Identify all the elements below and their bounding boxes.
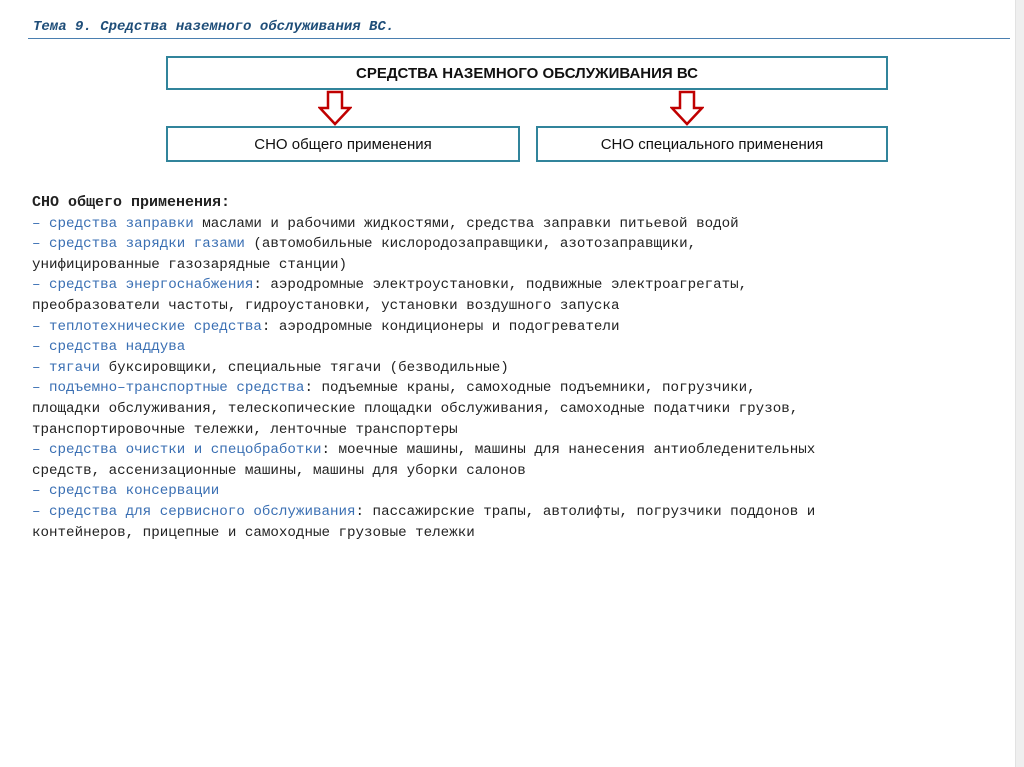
content-line [32,481,997,502]
content-line [32,358,997,379]
content-line [32,337,997,358]
content-line [32,255,997,276]
content-line [32,317,997,338]
diagram-general-box-label: СНО общего применения [254,135,432,153]
content-heading: СНО общего применения: [32,194,231,211]
content-line [32,502,997,523]
content-lines [32,214,997,544]
content-line [32,214,997,235]
category-term: – средства консервации [32,483,220,500]
content-line [32,399,997,420]
category-term: – тягачи [32,359,101,376]
content-block [32,193,997,543]
category-term: – средства зарядки газами [32,236,245,253]
content-line [32,296,997,317]
category-description: буксировщики, специальные тягачи (безводильные) [100,359,509,376]
category-term: – средства очистки и спецобработки [32,442,322,459]
category-description: средств, ассенизационные машины, машины для уборки салонов [32,462,526,479]
category-description: : моечные машины, машины для нанесения антиобледенительных [321,442,816,459]
diagram-top-box-label: СРЕДСТВА НАЗЕМНОГО ОБСЛУЖИВАНИЯ ВС [356,64,698,82]
down-arrow-icon [670,90,704,126]
content-line [32,378,997,399]
category-description: транспортировочные тележки, ленточные транспортеры [32,421,458,438]
scrollbar-track[interactable] [1015,0,1024,767]
diagram-general-box [166,126,520,162]
category-description: контейнеров, прицепные и самоходные грузовые тележки [32,524,475,541]
category-description: (автомобильные кислородозаправщики, азотозаправщики, [244,236,697,253]
category-term: – теплотехнические средства [32,318,262,335]
category-description: : подъемные краны, самоходные подъемники, погрузчики, [304,380,756,397]
category-term: – подъемно–транспортные средства [32,380,305,397]
slide-title: Тема 9. Средства наземного обслуживания ВС. [33,19,395,35]
content-line [32,461,997,482]
category-description: унифицированные газозарядные станции) [32,256,348,273]
content-line [32,420,997,441]
category-description: площадки обслуживания, телескопические площадки обслуживания, самоходные податчики грузов, [32,400,799,417]
title-underline [28,38,1010,39]
category-term: – средства наддува [32,339,186,356]
category-description: маслами и рабочими жидкостями, средства заправки питьевой водой [193,215,739,232]
content-line [32,523,997,544]
category-term: – средства заправки [32,215,194,232]
category-description: : аэродромные электроустановки, подвижные электроагрегаты, [253,277,748,294]
category-term: – средства энергоснабжения [32,277,254,294]
content-line [32,440,997,461]
diagram-special-box-label: СНО специального применения [600,135,824,153]
category-description: : аэродромные кондиционеры и подогреватели [261,318,620,335]
down-arrow-icon [318,90,352,126]
category-term: – средства для сервисного обслуживания [32,503,356,520]
diagram-special-box [536,126,888,162]
content-line [32,234,997,255]
category-description: преобразователи частоты, гидроустановки, установки воздушного запуска [32,297,620,314]
diagram-top-box [166,56,888,90]
category-description: : пассажирские трапы, автолифты, погрузчики поддонов и [355,503,816,520]
content-line [32,275,997,296]
